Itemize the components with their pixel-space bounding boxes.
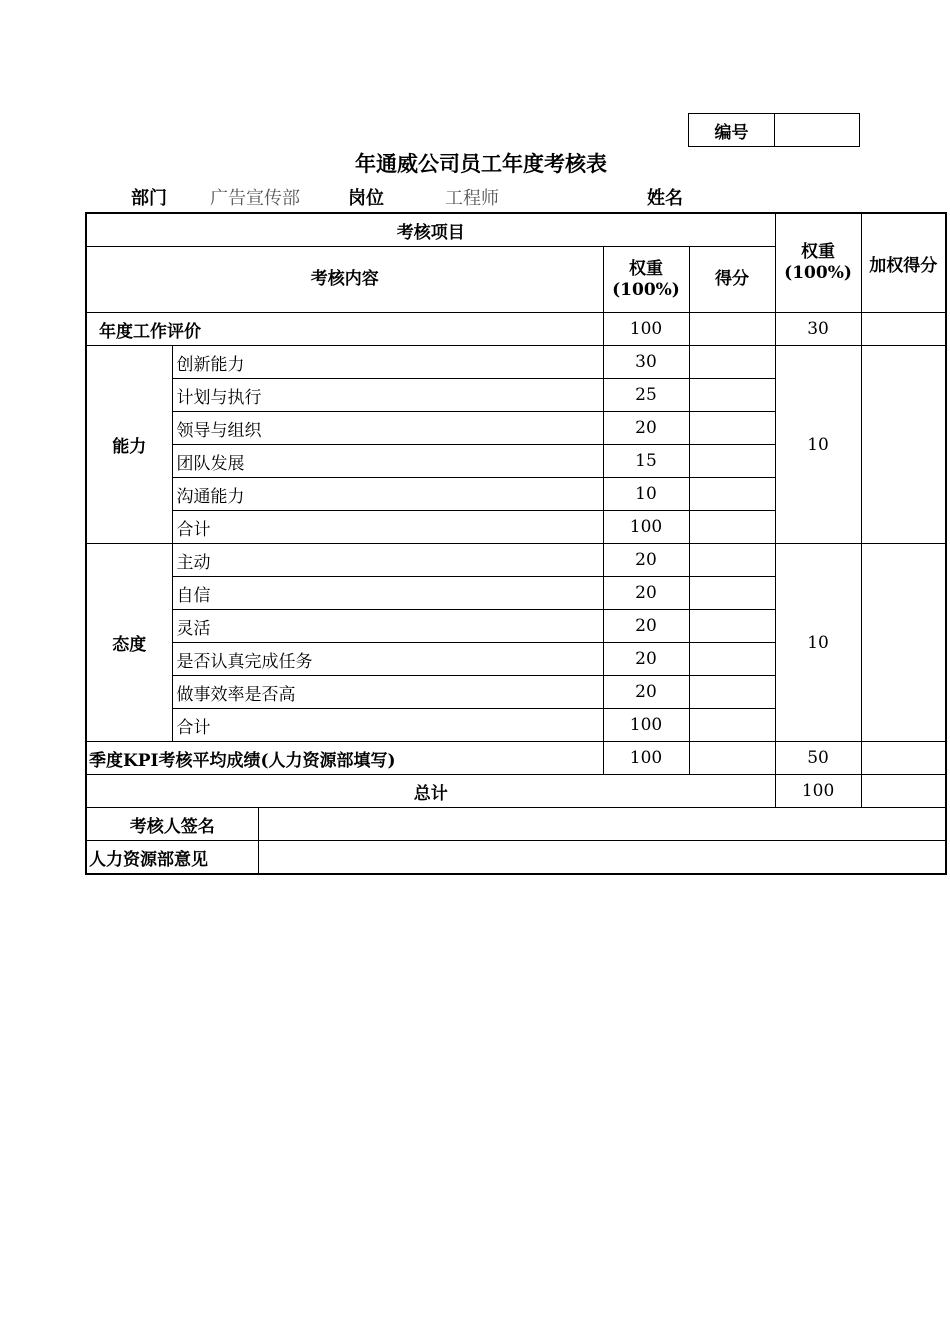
total-label: 总计	[86, 775, 775, 808]
ability-item-name: 创新能力	[172, 346, 603, 379]
post-label: 岗位	[348, 188, 384, 209]
id-number-label: 编号	[689, 114, 775, 147]
attitude-item-weight: 20	[603, 676, 689, 709]
header-score: 得分	[689, 247, 775, 313]
attitude-item-name: 做事效率是否高	[172, 676, 603, 709]
annual-group-weight: 30	[775, 313, 861, 346]
header-group-weight-label: 权重	[801, 242, 836, 262]
header-weight-label: 权重	[629, 258, 663, 279]
kpi-weighted-score[interactable]	[861, 742, 946, 775]
header-group-weight-pct: (100%)	[784, 263, 852, 283]
ability-item-name: 计划与执行	[172, 379, 603, 412]
attitude-group-weight: 10	[775, 544, 861, 742]
attitude-item-score[interactable]	[689, 544, 775, 577]
kpi-label: 季度KPI考核平均成绩(人力资源部填写)	[86, 742, 603, 775]
header-weight-pct: (100%)	[612, 279, 680, 300]
attitude-item-name: 灵活	[172, 610, 603, 643]
attitude-item-score[interactable]	[689, 610, 775, 643]
attitude-item-score[interactable]	[689, 577, 775, 610]
annual-score[interactable]	[689, 313, 775, 346]
header-group-weight	[775, 213, 861, 313]
ability-weighted-score[interactable]	[861, 346, 946, 544]
ability-item-score[interactable]	[689, 478, 775, 511]
attitude-weighted-score[interactable]	[861, 544, 946, 742]
ability-subtotal-label: 合计	[172, 511, 603, 544]
assessment-table	[85, 212, 947, 875]
assessor-signature-label: 考核人签名	[86, 808, 258, 841]
dept-label: 部门	[131, 188, 167, 209]
ability-item-name: 团队发展	[172, 445, 603, 478]
ability-item-weight: 25	[603, 379, 689, 412]
ability-item-score[interactable]	[689, 346, 775, 379]
total-value: 100	[775, 775, 861, 808]
total-weighted-score[interactable]	[861, 775, 946, 808]
ability-item-score[interactable]	[689, 412, 775, 445]
id-number-field[interactable]	[775, 114, 860, 147]
annual-weight: 100	[603, 313, 689, 346]
header-weighted-score: 加权得分	[861, 213, 946, 313]
attitude-label: 态度	[86, 544, 172, 742]
attitude-subtotal-label: 合计	[172, 709, 603, 742]
attitude-item-score[interactable]	[689, 643, 775, 676]
header-content: 考核内容	[86, 247, 603, 313]
ability-item-weight: 15	[603, 445, 689, 478]
attitude-item-name: 是否认真完成任务	[172, 643, 603, 676]
ability-item-weight: 30	[603, 346, 689, 379]
ability-item-weight: 10	[603, 478, 689, 511]
ability-item-weight: 20	[603, 412, 689, 445]
kpi-score[interactable]	[689, 742, 775, 775]
attitude-item-weight: 20	[603, 643, 689, 676]
dept-value[interactable]: 广告宣传部	[210, 188, 300, 209]
kpi-weight: 100	[603, 742, 689, 775]
id-number-box	[688, 113, 860, 147]
ability-subtotal-weight: 100	[603, 511, 689, 544]
post-value[interactable]: 工程师	[445, 188, 499, 209]
attitude-item-weight: 20	[603, 577, 689, 610]
annual-label: 年度工作评价	[86, 313, 603, 346]
attitude-item-weight: 20	[603, 610, 689, 643]
attitude-subtotal-score[interactable]	[689, 709, 775, 742]
name-label: 姓名	[647, 188, 683, 209]
attitude-item-weight: 20	[603, 544, 689, 577]
attitude-item-name: 自信	[172, 577, 603, 610]
ability-label: 能力	[86, 346, 172, 544]
ability-subtotal-score[interactable]	[689, 511, 775, 544]
ability-item-score[interactable]	[689, 445, 775, 478]
ability-item-score[interactable]	[689, 379, 775, 412]
header-weight	[603, 247, 689, 313]
header-items: 考核项目	[86, 213, 775, 247]
page-title: 年通威公司员工年度考核表	[355, 151, 607, 176]
assessor-signature-field[interactable]	[258, 808, 946, 841]
attitude-subtotal-weight: 100	[603, 709, 689, 742]
hr-opinion-label: 人力资源部意见	[86, 841, 258, 875]
hr-opinion-field[interactable]	[258, 841, 946, 875]
ability-item-name: 沟通能力	[172, 478, 603, 511]
kpi-group-weight: 50	[775, 742, 861, 775]
ability-item-name: 领导与组织	[172, 412, 603, 445]
attitude-item-score[interactable]	[689, 676, 775, 709]
ability-group-weight: 10	[775, 346, 861, 544]
attitude-item-name: 主动	[172, 544, 603, 577]
annual-weighted-score[interactable]	[861, 313, 946, 346]
